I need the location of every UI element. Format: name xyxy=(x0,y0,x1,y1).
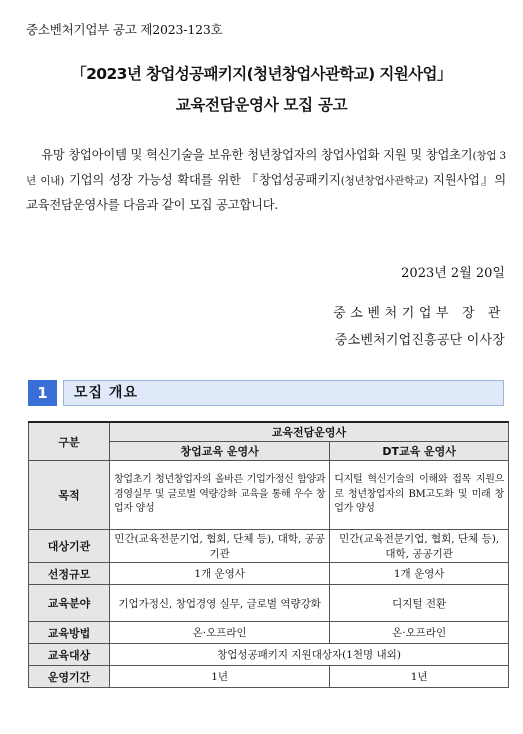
intro-part-2-small: (청년창업사관학교) xyxy=(340,175,429,187)
signature-agency: 중소벤처기업진흥공단 이사장 xyxy=(334,333,505,348)
cell-value: 기업가정신, 창업경영 실무, 글로벌 역량강화 xyxy=(110,585,330,622)
row-label: 선정규모 xyxy=(29,563,110,585)
table-row xyxy=(29,666,509,688)
table-row xyxy=(29,622,509,644)
cell-value: 디지털 혁신기술의 이해와 접목 지원으로 청년창업자의 BM고도화 및 미래 창업가 양성 xyxy=(330,461,509,530)
section-number-badge: 1 xyxy=(28,380,57,406)
row-label: 교육방법 xyxy=(29,622,110,644)
header-col-dt: DT교육 운영사 xyxy=(330,442,509,461)
table-row xyxy=(29,644,509,666)
cell-value: 디지털 전환 xyxy=(330,585,509,622)
row-label: 운영기간 xyxy=(29,666,110,688)
table-row xyxy=(29,461,509,530)
cell-value: 민간(교육전문기업, 협회, 단체 등), 대학, 공공기관 xyxy=(110,530,330,563)
intro-part-3: 지원사업』의 교육전담운영사를 다음과 같이 모집 공고합니다. xyxy=(26,173,506,212)
title-line-2: 교육전담운영사 모집 공고 xyxy=(175,96,348,114)
intro-part-2: 기업의 성장 가능성 확대를 위한 『창업성공패키지 xyxy=(64,173,341,187)
section-header xyxy=(28,380,504,406)
notice-date: 2023년 2월 20일 xyxy=(401,266,505,281)
recruitment-overview-table xyxy=(28,421,509,688)
row-label: 교육분야 xyxy=(29,585,110,622)
intro-part-1-small: (창업 3년 이내) xyxy=(26,150,506,187)
section-title: 모집 개요 xyxy=(63,380,504,406)
table-row xyxy=(29,585,509,622)
table-header-row xyxy=(29,422,509,442)
cell-value: 온·오프라인 xyxy=(110,622,330,644)
header-group: 교육전담운영사 xyxy=(110,422,509,442)
cell-value: 1년 xyxy=(110,666,330,688)
cell-value: 1개 운영사 xyxy=(330,563,509,585)
row-label: 대상기관 xyxy=(29,530,110,563)
header-division: 구분 xyxy=(29,422,110,461)
cell-value-merged: 창업성공패키지 지원대상자(1천명 내외) xyxy=(110,644,509,666)
row-label: 교육대상 xyxy=(29,644,110,666)
header-col-startup: 창업교육 운영사 xyxy=(110,442,330,461)
table-row xyxy=(29,563,509,585)
cell-value: 1개 운영사 xyxy=(110,563,330,585)
table-row xyxy=(29,530,509,563)
row-label: 목적 xyxy=(29,461,110,530)
cell-value: 온·오프라인 xyxy=(330,622,509,644)
cell-value: 민간(교육전문기업, 협회, 단체 등), 대학, 공공기관 xyxy=(330,530,509,563)
cell-value: 1년 xyxy=(330,666,509,688)
intro-paragraph xyxy=(26,143,506,217)
title-line-1: 「2023년 창업성공패키지(청년창업사관학교) 지원사업」 xyxy=(71,65,452,83)
signature-ministry: 중소벤처기업부 장 관 xyxy=(333,306,505,321)
cell-value: 창업초기 청년창업자의 올바른 기업가정신 함양과 경영실무 및 글로벌 역량강화 교육을 통해 우수 창업자 양성 xyxy=(110,461,330,530)
notice-number: 중소벤처기업부 공고 제2023-123호 xyxy=(26,22,223,37)
intro-part-1: 유망 창업아이템 및 혁신기술을 보유한 청년창업자의 창업사업화 지원 및 창업초기 xyxy=(41,148,473,162)
